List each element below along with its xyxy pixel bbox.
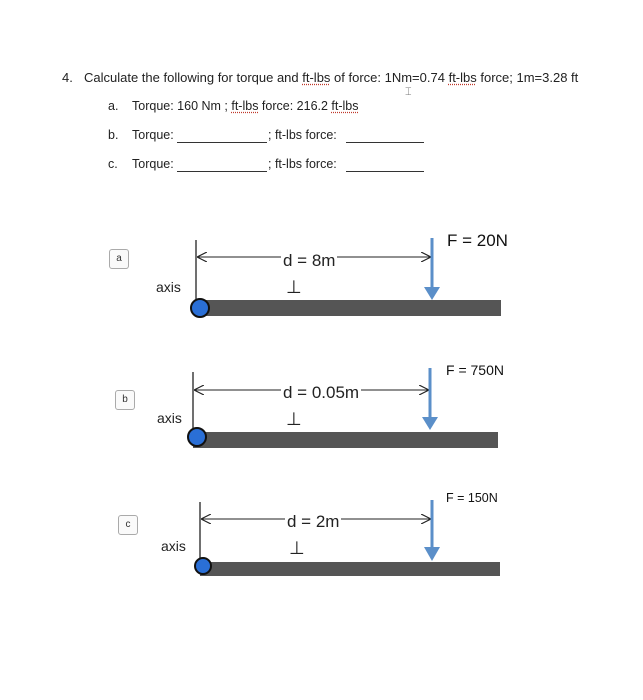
item-a-letter: a. <box>108 99 119 113</box>
diagram-b-axis-label: axis <box>157 410 182 426</box>
item-b-torque-label: Torque: <box>132 128 174 142</box>
diagram-a-perp-icon: ⊥ <box>286 277 302 297</box>
diagram-b <box>188 368 498 448</box>
diagram-b-bar <box>193 432 498 448</box>
item-a-text: Torque: 160 Nm ; ft-lbs force: 216.2 ft-lbs <box>132 99 359 113</box>
diagram-a-axis-label: axis <box>156 279 181 295</box>
diagram-c-axis-label: axis <box>161 538 186 554</box>
diagram-a-force-arrowhead <box>424 287 440 300</box>
diagram-a-box-label: a <box>109 249 129 269</box>
diagram-b-force-arrowhead <box>422 417 438 430</box>
cursor-mark-icon: ⌶ <box>405 86 412 98</box>
diagram-b-force-label: F = 750N <box>446 362 504 378</box>
item-b-ftlbs-label: ; ft-lbs force: <box>268 128 337 142</box>
diagram-c-force-label: F = 150N <box>446 491 498 505</box>
diagram-c-box-label: c <box>118 515 138 535</box>
diagram-c-bar <box>200 562 500 576</box>
diagram-a-distance-label: d = 8m <box>283 251 336 270</box>
diagram-c-pivot <box>195 558 211 574</box>
diagram-a-bar <box>196 300 501 316</box>
diagram-b-distance-label: d = 0.05m <box>283 383 360 402</box>
item-b-letter: b. <box>108 128 119 142</box>
question-number: 4. <box>62 70 73 85</box>
diagram-c-distance-label: d = 2m <box>287 512 340 531</box>
diagram-b-perp-icon: ⊥ <box>286 409 302 429</box>
diagram-c-perp-icon: ⊥ <box>289 538 305 558</box>
diagram-a-force-label: F = 20N <box>447 231 508 250</box>
question-prompt: Calculate the following for torque and ft-lbs of force: 1Nm=0.74 ft-lbs force; 1m=3.28 ft <box>84 70 579 85</box>
diagram-c-force-arrowhead <box>424 547 440 561</box>
item-c-torque-label: Torque: <box>132 157 174 171</box>
item-c-letter: c. <box>108 157 118 171</box>
diagram-b-box-label: b <box>115 390 135 410</box>
diagram-a-pivot <box>191 299 209 317</box>
diagram-b-pivot <box>188 428 206 446</box>
diagram-c <box>195 500 500 576</box>
item-c-ftlbs-label: ; ft-lbs force: <box>268 157 337 171</box>
